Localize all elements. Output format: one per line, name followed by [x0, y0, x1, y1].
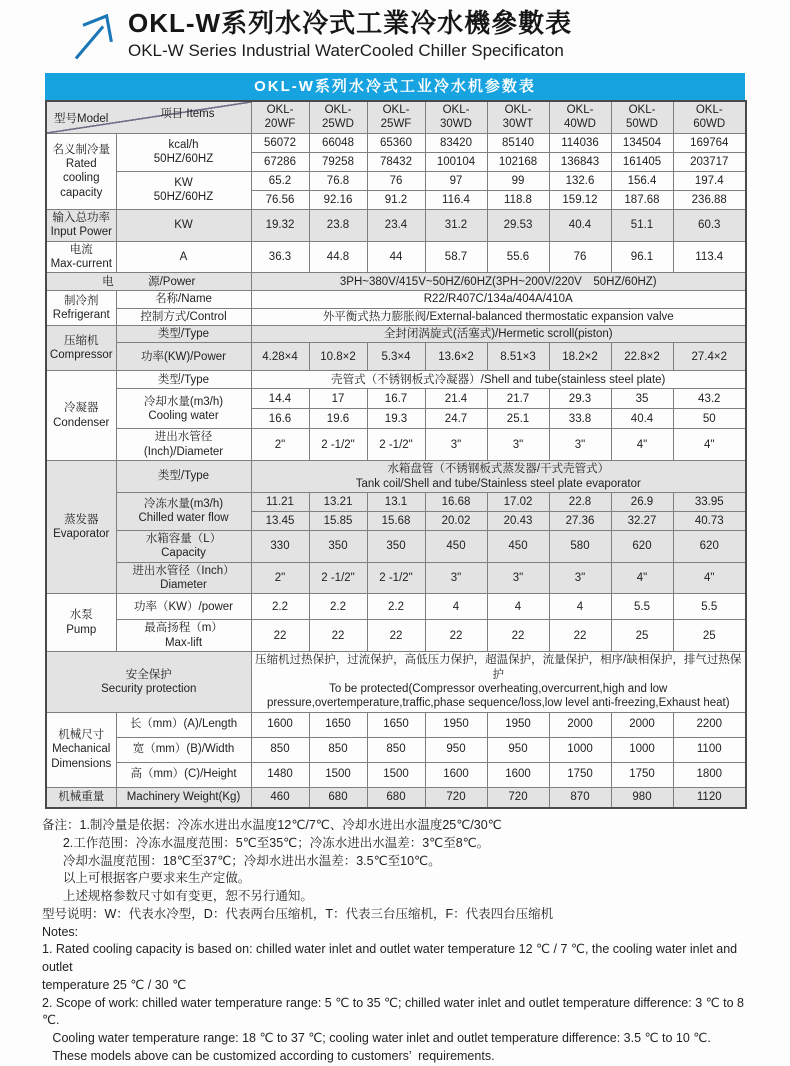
row-label-height: 高（mm）(C)/Height: [116, 762, 251, 787]
value-cell: 2": [251, 429, 309, 461]
value-cell: 330: [251, 530, 309, 562]
value-cell: 23.4: [367, 209, 425, 241]
value-cell: 1100: [673, 737, 746, 762]
group-label-input-power: 输入总功率 Input Power: [46, 209, 116, 241]
value-cell: 870: [549, 787, 611, 808]
value-cell: 31.2: [425, 209, 487, 241]
col-header-okl-30wd: OKL- 30WD: [425, 101, 487, 133]
group-label-power-source: 电 源/Power: [46, 273, 251, 291]
col-header-okl-60wd: OKL- 60WD: [673, 101, 746, 133]
page-title-en: OKL-W Series Industrial WaterCooled Chiller Specificaton: [128, 41, 564, 61]
value-cell: 450: [487, 530, 549, 562]
value-cell: 56072: [251, 133, 309, 152]
value-cell: 102168: [487, 152, 549, 171]
arrow-logo-icon: [72, 10, 120, 62]
row-label-width: 宽（mm）(B)/Width: [116, 737, 251, 762]
value-security-protection: 压缩机过热保护，过流保护，高低压力保护，超温保护，流量保护，相序/缺相保护，排气过热保护 To be protected(Compressor overheating,overcurrent,high and low pressure,overtemperature,traffic,phase sequence/loss,low level anti-freezing,Exhaust heat): [251, 652, 746, 713]
col-header-okl-25wd: OKL- 25WD: [309, 101, 367, 133]
value-cell: 4.28×4: [251, 343, 309, 371]
value-cell: 35: [611, 389, 673, 409]
value-cell: 1600: [487, 762, 549, 787]
value-cell: 3": [487, 562, 549, 594]
value-cell: 132.6: [549, 171, 611, 190]
value-cell: 23.8: [309, 209, 367, 241]
value-cell: 58.7: [425, 241, 487, 273]
value-cell: 21.4: [425, 389, 487, 409]
value-cell: 156.4: [611, 171, 673, 190]
value-cell: 3": [549, 562, 611, 594]
value-cell: 450: [425, 530, 487, 562]
value-cell: 2.2: [367, 594, 425, 620]
value-cell: 1950: [487, 712, 549, 737]
value-cell: 1750: [549, 762, 611, 787]
value-cell: 50: [673, 409, 746, 429]
value-evaporator-type: 水箱盘管（不锈钢板式蒸发器/干式壳管式） Tank coil/Shell and tube/Stainless steel plate evaporator: [251, 461, 746, 493]
value-cell: 114036: [549, 133, 611, 152]
value-cell: 65360: [367, 133, 425, 152]
note-line: Notes:: [42, 924, 79, 939]
value-cell: 33.8: [549, 409, 611, 429]
value-cell: 83420: [425, 133, 487, 152]
value-cell: 1800: [673, 762, 746, 787]
row-label-max-lift: 最高扬程（m） Max-lift: [116, 620, 251, 652]
value-cell: 3": [487, 429, 549, 461]
value-cell: 580: [549, 530, 611, 562]
spec-table: [45, 100, 747, 809]
value-cell: 1120: [673, 787, 746, 808]
value-cell: 51.1: [611, 209, 673, 241]
value-cell: 24.7: [425, 409, 487, 429]
note-line: 2.工作范围：冷冻水温度范围：5℃至35℃；冷冻水进出水温差：3℃至8℃。: [42, 835, 490, 850]
value-cell: 4": [673, 562, 746, 594]
group-label-security-protection: 安全保护 Security protection: [46, 652, 251, 713]
value-cell: 118.8: [487, 190, 549, 209]
value-cell: 3": [425, 429, 487, 461]
value-cell: 4": [611, 429, 673, 461]
value-cell: 1480: [251, 762, 309, 787]
value-cell: 1600: [251, 712, 309, 737]
row-label-tank-capacity: 水箱容量（L） Capacity: [116, 530, 251, 562]
row-label-machinery-weight: Machinery Weight(Kg): [116, 787, 251, 808]
group-label-refrigerant: 制冷剂 Refrigerant: [46, 291, 116, 326]
value-cell: 19.3: [367, 409, 425, 429]
value-cell: 91.2: [367, 190, 425, 209]
value-cell: 203717: [673, 152, 746, 171]
value-cell: 67286: [251, 152, 309, 171]
value-cell: 17.02: [487, 492, 549, 511]
value-cell: 40.4: [611, 409, 673, 429]
value-cell: 44: [367, 241, 425, 273]
value-cell: 950: [487, 737, 549, 762]
row-label-chilled-water-flow: 冷冻水量(m3/h) Chilled water flow: [116, 492, 251, 530]
value-cell: 850: [251, 737, 309, 762]
value-cell: 96.1: [611, 241, 673, 273]
value-cell: 1500: [367, 762, 425, 787]
value-cell: 25: [673, 620, 746, 652]
value-cell: 950: [425, 737, 487, 762]
row-label-evaporator-pipe: 进出水管径（Inch） Diameter: [116, 562, 251, 594]
value-cell: 97: [425, 171, 487, 190]
value-cell: 2 -1/2": [309, 429, 367, 461]
value-cell: 21.7: [487, 389, 549, 409]
row-label-condenser-type: 类型/Type: [116, 371, 251, 389]
value-cell: 18.2×2: [549, 343, 611, 371]
value-cell: 40.4: [549, 209, 611, 241]
value-cell: 19.6: [309, 409, 367, 429]
value-cell: 29.53: [487, 209, 549, 241]
value-cell: 3": [549, 429, 611, 461]
value-cell: 2 -1/2": [367, 429, 425, 461]
row-label-length: 长（mm）(A)/Length: [116, 712, 251, 737]
value-cell: 32.27: [611, 511, 673, 530]
table-banner: OKL-W系列水冷式工业冷水机参数表: [45, 73, 745, 100]
group-label-max-current: 电流 Max-current: [46, 241, 116, 273]
group-label-evaporator: 蒸发器 Evaporator: [46, 461, 116, 594]
row-label-compressor-type: 类型/Type: [116, 326, 251, 343]
value-cell: 187.68: [611, 190, 673, 209]
note-line: 1. Rated cooling capacity is based on: chilled water inlet and outlet water temperature 12 ℃ / 7 ℃, the cooling water inlet and outlet: [42, 942, 741, 975]
value-cell: 116.4: [425, 190, 487, 209]
value-cell: 22.8: [549, 492, 611, 511]
value-cell: 2000: [549, 712, 611, 737]
row-label-pump-power: 功率（KW）/power: [116, 594, 251, 620]
value-compressor-type: 全封闭涡旋式(活塞式)/Hermetic scroll(piston): [251, 326, 746, 343]
value-cell: 10.8×2: [309, 343, 367, 371]
value-cell: 43.2: [673, 389, 746, 409]
note-line: 型号说明：W：代表水冷型，D：代表两台压缩机，T：代表三台压缩机，F：代表四台压缩机: [42, 906, 554, 921]
note-line: 2. Scope of work: chilled water temperature range: 5 ℃ to 35 ℃; chilled water inlet and outlet temperature difference: 3 ℃ to 8 ℃.: [42, 995, 748, 1028]
value-cell: 2.2: [251, 594, 309, 620]
value-cell: 161405: [611, 152, 673, 171]
value-cell: 1500: [309, 762, 367, 787]
value-cell: 27.4×2: [673, 343, 746, 371]
row-label-kw: KW 50HZ/60HZ: [116, 171, 251, 209]
value-cell: 850: [309, 737, 367, 762]
value-cell: 4": [611, 562, 673, 594]
value-cell: 350: [367, 530, 425, 562]
group-label-machinery-weight: 机械重量: [46, 787, 116, 808]
note-line: 冷却水温度范围：18℃至37℃；冷却水进出水温差：3.5℃至10℃。: [42, 853, 441, 868]
row-label-compressor-power: 功率(KW)/Power: [116, 343, 251, 371]
col-header-okl-50wd: OKL- 50WD: [611, 101, 673, 133]
value-cell: 5.5: [611, 594, 673, 620]
col-header-okl-20wf: OKL- 20WF: [251, 101, 309, 133]
group-label-condenser: 冷凝器 Condenser: [46, 371, 116, 461]
note-line: 上述规格参数尺寸如有变更，恕不另行通知。: [42, 889, 313, 904]
corner-items-label: 项目 Items: [160, 108, 215, 120]
note-line: Cooling water temperature range: 18 ℃ to 37 ℃; cooling water inlet and outlet temperature difference: 3.5 ℃ to 10 ℃.: [42, 1031, 711, 1046]
value-cell: 16.6: [251, 409, 309, 429]
value-cell: 92.16: [309, 190, 367, 209]
value-condenser-type: 壳管式（不锈钢板式冷凝器）/Shell and tube(stainless steel plate): [251, 371, 746, 389]
value-cell: 3": [425, 562, 487, 594]
value-cell: 13.21: [309, 492, 367, 511]
value-cell: 76: [367, 171, 425, 190]
value-cell: 55.6: [487, 241, 549, 273]
value-cell: 22: [309, 620, 367, 652]
value-cell: 36.3: [251, 241, 309, 273]
note-line: 以上可根据客户要求来生产定做。: [42, 871, 251, 886]
value-cell: 4: [487, 594, 549, 620]
value-cell: 29.3: [549, 389, 611, 409]
value-cell: 197.4: [673, 171, 746, 190]
row-label-evaporator-type: 类型/Type: [116, 461, 251, 493]
row-label-input-power-kw: KW: [116, 209, 251, 241]
value-cell: 620: [611, 530, 673, 562]
value-cell: 22: [487, 620, 549, 652]
value-refrigerant-control: 外平衡式热力膨胀阀/External-balanced thermostatic expansion valve: [251, 308, 746, 325]
value-cell: 1650: [309, 712, 367, 737]
value-cell: 99: [487, 171, 549, 190]
title-block: [128, 8, 572, 61]
value-cell: 720: [487, 787, 549, 808]
col-header-okl-25wf: OKL- 25WF: [367, 101, 425, 133]
row-label-refrigerant-control: 控制方式/Control: [116, 308, 251, 325]
value-power-source: 3PH~380V/415V~50HZ/60HZ(3PH~200V/220V 50HZ/60HZ): [251, 273, 746, 291]
note-line: These models above can be customized according to customers’ requirements.: [42, 1048, 495, 1063]
value-cell: 2.2: [309, 594, 367, 620]
value-cell: 22: [251, 620, 309, 652]
value-cell: 17: [309, 389, 367, 409]
value-cell: 236.88: [673, 190, 746, 209]
value-cell: 1950: [425, 712, 487, 737]
value-cell: 60.3: [673, 209, 746, 241]
row-label-cooling-water: 冷却水量(m3/h) Cooling water: [116, 389, 251, 429]
row-label-kcal: kcal/h 50HZ/60HZ: [116, 133, 251, 171]
document-header: [0, 0, 790, 62]
value-cell: 20.43: [487, 511, 549, 530]
value-cell: 350: [309, 530, 367, 562]
value-cell: 680: [309, 787, 367, 808]
value-cell: 13.45: [251, 511, 309, 530]
value-cell: 2 -1/2": [367, 562, 425, 594]
note-line: 备注：1.制冷量是依据：冷冻水进出水温度12℃/7℃、冷却水进出水温度25℃/30℃: [42, 818, 502, 833]
value-cell: 8.51×3: [487, 343, 549, 371]
value-cell: 25: [611, 620, 673, 652]
value-cell: 79258: [309, 152, 367, 171]
value-cell: 4: [549, 594, 611, 620]
page-title-zh: OKL-W系列水冷式工業冷水機參數表: [128, 8, 573, 38]
value-cell: 44.8: [309, 241, 367, 273]
group-label-rated-cooling-capacity: 名义制冷量 Rated cooling capacity: [46, 133, 116, 209]
value-cell: 22: [367, 620, 425, 652]
value-cell: 14.4: [251, 389, 309, 409]
value-cell: 22.8×2: [611, 343, 673, 371]
spec-table-area: [45, 73, 745, 809]
value-cell: 980: [611, 787, 673, 808]
value-cell: 22: [549, 620, 611, 652]
value-cell: 11.21: [251, 492, 309, 511]
value-cell: 19.32: [251, 209, 309, 241]
value-cell: 85140: [487, 133, 549, 152]
value-cell: 13.6×2: [425, 343, 487, 371]
value-refrigerant-name: R22/R407C/134a/404A/410A: [251, 291, 746, 308]
group-label-mechanical-dimensions: 机械尺寸 Mechanical Dimensions: [46, 712, 116, 787]
value-cell: 136843: [549, 152, 611, 171]
value-cell: 25.1: [487, 409, 549, 429]
value-cell: 113.4: [673, 241, 746, 273]
value-cell: 1000: [611, 737, 673, 762]
value-cell: 66048: [309, 133, 367, 152]
value-cell: 720: [425, 787, 487, 808]
value-cell: 4": [673, 429, 746, 461]
value-cell: 76.56: [251, 190, 309, 209]
col-header-okl-30wt: OKL- 30WT: [487, 101, 549, 133]
row-label-refrigerant-name: 名称/Name: [116, 291, 251, 308]
value-cell: 680: [367, 787, 425, 808]
col-header-okl-40wd: OKL- 40WD: [549, 101, 611, 133]
value-cell: 1000: [549, 737, 611, 762]
value-cell: 2 -1/2": [309, 562, 367, 594]
value-cell: 2000: [611, 712, 673, 737]
group-label-compressor: 压缩机 Compressor: [46, 326, 116, 371]
value-cell: 16.68: [425, 492, 487, 511]
value-cell: 22: [425, 620, 487, 652]
value-cell: 169764: [673, 133, 746, 152]
value-cell: 78432: [367, 152, 425, 171]
value-cell: 460: [251, 787, 309, 808]
value-cell: 65.2: [251, 171, 309, 190]
value-cell: 26.9: [611, 492, 673, 511]
value-cell: 100104: [425, 152, 487, 171]
value-cell: 15.68: [367, 511, 425, 530]
value-cell: 27.36: [549, 511, 611, 530]
value-cell: 850: [367, 737, 425, 762]
group-label-pump: 水泵 Pump: [46, 594, 116, 652]
value-cell: 13.1: [367, 492, 425, 511]
note-line: temperature 25 ℃ / 30 ℃: [42, 977, 187, 992]
value-cell: 76.8: [309, 171, 367, 190]
value-cell: 5.5: [673, 594, 746, 620]
row-label-ampere: A: [116, 241, 251, 273]
value-cell: 159.12: [549, 190, 611, 209]
value-cell: 40.73: [673, 511, 746, 530]
value-cell: 76: [549, 241, 611, 273]
value-cell: 2": [251, 562, 309, 594]
value-cell: 1650: [367, 712, 425, 737]
value-cell: 2200: [673, 712, 746, 737]
row-label-condenser-pipe: 进出水管径 (Inch)/Diameter: [116, 429, 251, 461]
corner-model-label: 型号Model: [54, 113, 109, 126]
value-cell: 4: [425, 594, 487, 620]
spec-table-body: [46, 101, 746, 808]
value-cell: 1750: [611, 762, 673, 787]
value-cell: 620: [673, 530, 746, 562]
value-cell: 20.02: [425, 511, 487, 530]
value-cell: 134504: [611, 133, 673, 152]
corner-cell: [46, 101, 251, 133]
notes-section: [42, 817, 758, 1066]
value-cell: 33.95: [673, 492, 746, 511]
value-cell: 16.7: [367, 389, 425, 409]
value-cell: 15.85: [309, 511, 367, 530]
value-cell: 1600: [425, 762, 487, 787]
value-cell: 5.3×4: [367, 343, 425, 371]
